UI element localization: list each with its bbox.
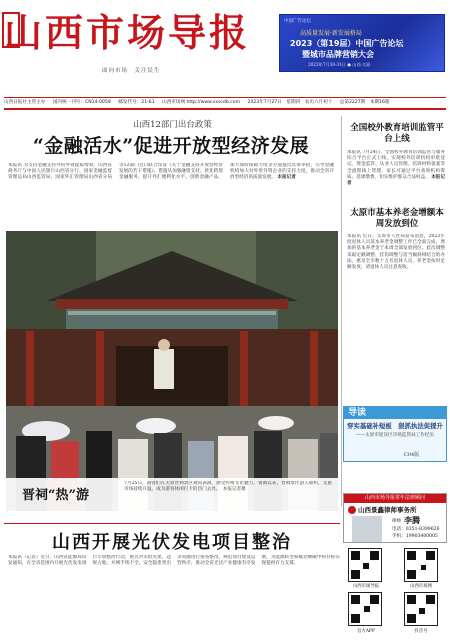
- law-ad-tel-value: 0351-8399626: [405, 527, 440, 532]
- ad-line2: 2023（第19届）中国广告论坛: [290, 39, 404, 48]
- law-ad-tel-label: 电话：: [392, 527, 406, 532]
- qr-code-4[interactable]: [404, 592, 438, 626]
- law-ad-lawyer-label: 律师: [392, 519, 402, 524]
- qr-label-2: 山西市场网: [410, 584, 432, 589]
- lawyer-photo: [352, 516, 382, 542]
- law-ad-firm: 山西景鑫律师事务所: [358, 506, 417, 514]
- right-body-1-text: 本报讯 7月24日，全国校外教育培训监管与服务综合平台正式上线，实现校外培训机构审批登记、资金监管、从业人员管理、培训材料备案等全流程线上管理，家长可通过平台查询机构资质、选课缴费，切实维护群众合法权益。: [347, 150, 445, 180]
- qr-code-1[interactable]: [348, 548, 382, 582]
- lead-kicker: 山西12部门出台政策: [133, 120, 212, 130]
- qr-code-3[interactable]: [348, 592, 382, 626]
- qr-label-4: 抖音号: [414, 629, 428, 634]
- guide-item-1[interactable]: 穿实基础补短板 狠抓执法促提升: [347, 422, 443, 430]
- ad-brand: 中国广告论坛: [284, 19, 311, 24]
- lead-headline[interactable]: “金融活水”促进开放型经济发展: [32, 135, 310, 157]
- right-title-1[interactable]: 全国校外教育培训监管平台上线: [350, 123, 444, 144]
- law-ad-mobile: [392, 533, 438, 539]
- right-body-1: [347, 150, 445, 206]
- top-rule: [4, 97, 446, 98]
- law-ad-tel: [392, 526, 440, 532]
- info-rule: [4, 108, 446, 110]
- qr-grid: [344, 546, 448, 638]
- lead-body-text: 本报讯 为支持金融支持外贸外资提质增效，山西省商务厅与中国人民银行山西省分行、国家金融监督管理总局山西监管局、国家外汇管理局山西省分局等12部门近日联合印发《关于金融支持开放型经济发展的若干措施》。措施从加强融资支持、优化跨境金融服务、提升外汇便利化水平、创新金融产品、加大保险保障力度等方面提出具体举措，引导金融机构加大对外贸外资企业的支持力度，推动全省开放型经济高质量发展。: [8, 163, 334, 181]
- info-post: 邮发代号：21-61: [118, 100, 155, 105]
- info-bar: [4, 99, 446, 107]
- lead-source: 本报记者: [277, 175, 296, 181]
- qr-code-2[interactable]: [404, 548, 438, 582]
- bottom-body: 本报讯（记者）近日，山西省能源局印发通知，在全省范围内开展光伏发电项目专项整治行动，重点对未批先建、违规占地、并网手续不全、安全隐患突出等问题进行排查整改，规范项目建设运营秩序，推动全省光伏产业健康有序发展，为能源转型和碳达峰碳中和目标实现提供有力支撑。: [8, 555, 340, 567]
- bottom-headline[interactable]: 山西开展光伏发电项目整治: [52, 532, 292, 553]
- info-issue: 总第2227期 本期16版: [339, 100, 390, 105]
- info-web[interactable]: 山西市场网 http://www.sxscdb.com: [162, 100, 241, 105]
- right-source-1: 本报记者: [347, 174, 445, 187]
- ad-line3: 暨城市品牌营销大会: [302, 50, 374, 59]
- guide-title: 导读: [348, 408, 367, 418]
- guide-item-1-sub: ——太原市迎泽区市场监管局工作纪实: [355, 433, 435, 438]
- bottom-rule: [4, 523, 340, 524]
- info-cn: 国内统一刊号：CN14-0059: [52, 100, 111, 105]
- law-ad[interactable]: [343, 493, 447, 543]
- ad-line4: 2023年7月30-31日 ● 山西·太原: [308, 62, 371, 67]
- qr-label-1: 山西市场导报: [352, 584, 380, 589]
- law-ad-org: 山西市场导报常年法律顾问: [344, 494, 446, 503]
- photo-caption-title: 晋祠“热”游: [22, 488, 89, 503]
- slogan: 面向市场 关注民生: [102, 68, 161, 74]
- masthead-logo: [2, 4, 257, 74]
- top-ad[interactable]: [279, 14, 445, 72]
- law-ad-lawyer: 李腾: [404, 515, 420, 525]
- photo-illustration: [6, 231, 338, 511]
- right-divider: [341, 116, 342, 506]
- lead-body: [8, 163, 334, 225]
- law-ad-logo: [348, 506, 356, 514]
- logo-text: 山西市场导报: [4, 10, 251, 55]
- law-ad-mobile-label: 手机：: [392, 534, 406, 539]
- news-photo: [6, 231, 338, 511]
- info-host: 山西日报社主管主办: [4, 100, 46, 105]
- qr-label-3: 官方APP: [357, 629, 375, 634]
- law-ad-mobile-value: 19903400005: [405, 534, 438, 539]
- right-body-2: 本报讯 近日，太原市人社局发布消息，2023年度退休人员基本养老金调整工作已全面完成，增加的基本养老金于本周全部发放到位。此次调整采取定额调整、挂钩调整与适当倾斜相结合的办法，惠及全市数十万名退休人员，养老金按时足额发放，请退休人员注意查收。: [347, 234, 445, 271]
- ad-line1: 高质量发展·新发展格局: [300, 30, 362, 37]
- right-title-2[interactable]: 太原市基本养老金增额本周发放到位: [350, 208, 444, 229]
- guide-item-1-page[interactable]: C04版: [404, 452, 420, 458]
- info-date: 2023年7月27日 星期四 农历六月初十: [247, 100, 333, 105]
- guide-box: [343, 406, 447, 462]
- photo-caption-text: 7月25日，游客们在太原晋祠景区观赏表演，感受传统文化魅力。暑期以来，晋祠景区游人如织，文旅市场持续升温，成为游客休闲打卡的热门去处。 本报记者摄: [124, 481, 332, 493]
